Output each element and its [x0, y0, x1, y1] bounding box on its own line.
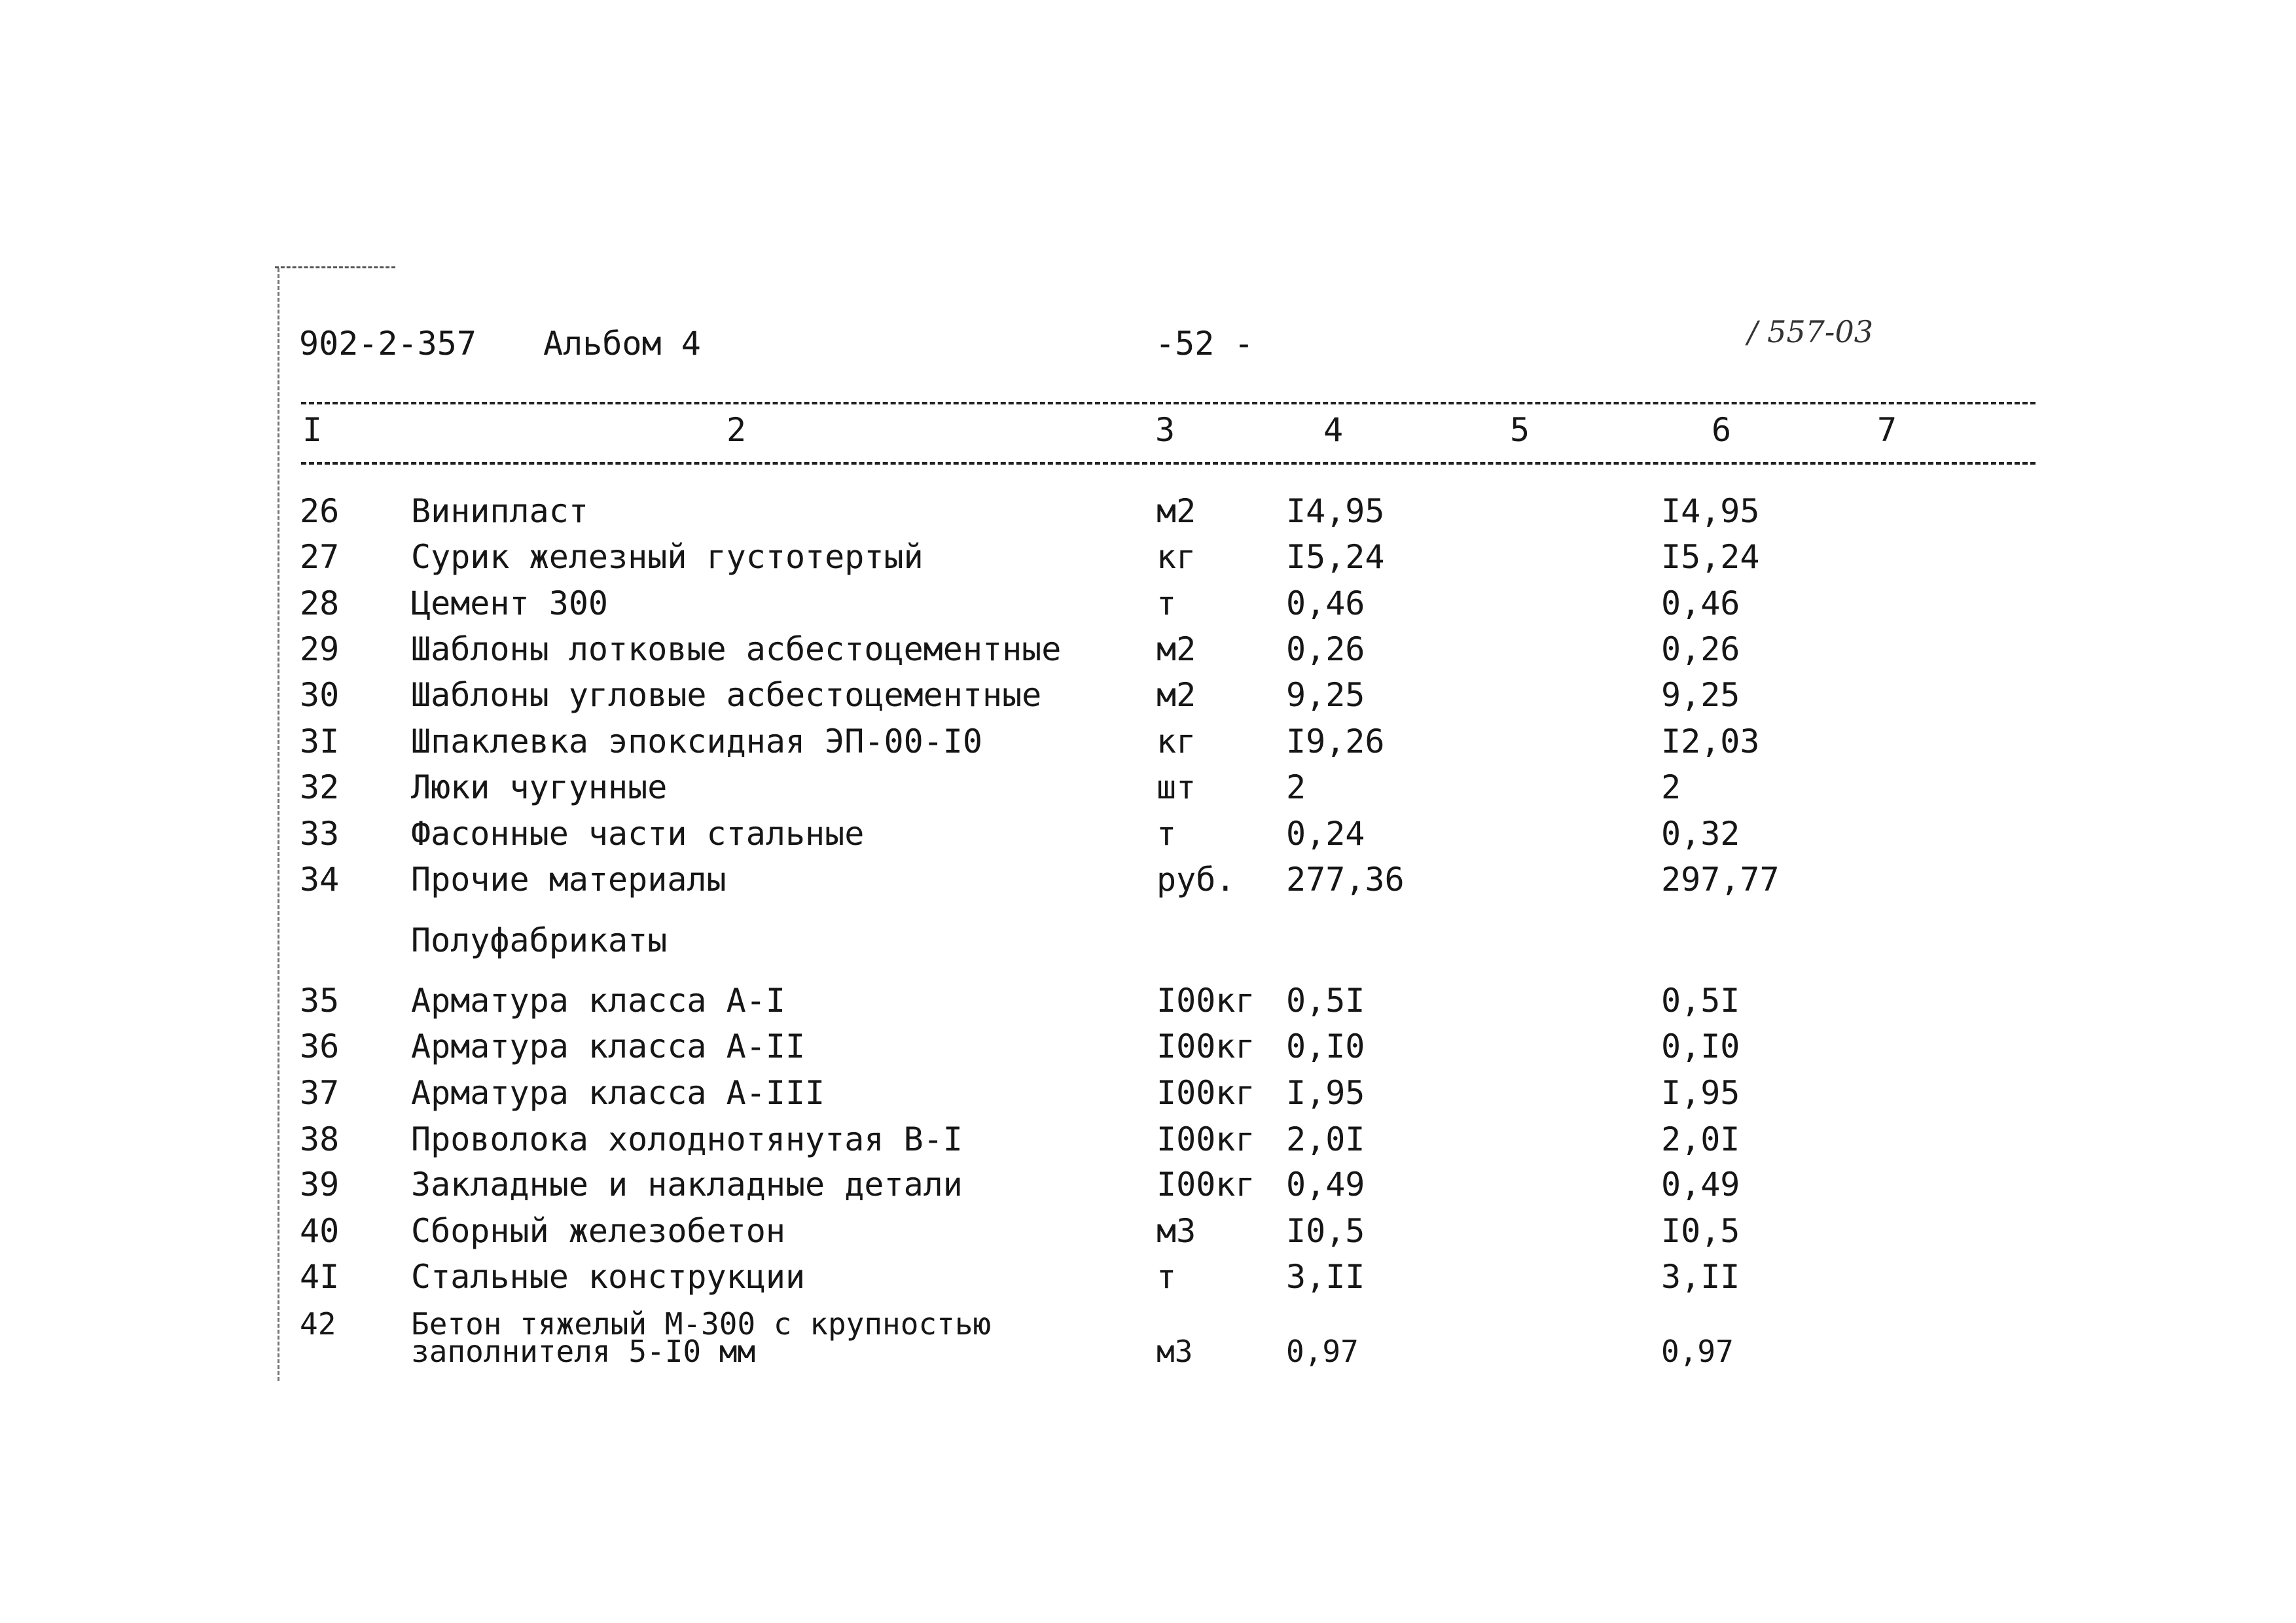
row-number: 40	[300, 1212, 340, 1250]
quantity-col-6: 0,32	[1661, 815, 1740, 853]
quantity-col-4: 2,0I	[1286, 1120, 1365, 1158]
quantity-col-4: 0,5I	[1286, 982, 1365, 1020]
quantity-col-4: 0,24	[1286, 815, 1365, 853]
row-number: 36	[300, 1027, 340, 1065]
document-code: 902-2-357	[299, 325, 476, 363]
material-name: Фасонные части стальные	[411, 815, 865, 853]
row-number: 34	[300, 861, 340, 899]
row-number: 27	[300, 538, 340, 576]
album-label: Альбом 4	[543, 325, 701, 363]
row-number: 37	[300, 1074, 340, 1112]
material-name: Прочие материалы	[411, 861, 726, 899]
quantity-col-4: 2	[1286, 768, 1306, 806]
quantity-col-6: I2,03	[1661, 722, 1760, 760]
quantity-col-4: I,95	[1286, 1074, 1365, 1112]
quantity-col-4: I5,24	[1286, 538, 1385, 576]
material-name: Арматура класса А-II	[411, 1027, 806, 1065]
page-number: -52 -	[1155, 325, 1254, 363]
unit-of-measure: I00кг	[1157, 1027, 1255, 1065]
unit-of-measure: I00кг	[1157, 1166, 1255, 1204]
quantity-col-4: 0,I0	[1286, 1027, 1365, 1065]
column-header-5: 5	[1510, 411, 1530, 449]
quantity-col-6: I0,5	[1661, 1212, 1740, 1250]
column-header-3: 3	[1155, 411, 1175, 449]
material-name: Винипласт	[411, 492, 588, 530]
material-name: Полуфабрикаты	[411, 921, 668, 959]
quantity-col-4: 0,46	[1286, 584, 1365, 622]
unit-of-measure: кг	[1157, 722, 1196, 760]
row-number: 30	[300, 676, 340, 714]
unit-of-measure: м2	[1157, 676, 1196, 714]
material-name: Проволока холоднотянутая В-I	[411, 1120, 963, 1158]
quantity-col-6: 0,I0	[1661, 1027, 1740, 1065]
row-number: 39	[300, 1166, 340, 1204]
row-number: 3I	[300, 722, 340, 760]
unit-of-measure: т	[1157, 584, 1177, 622]
column-header-2: 2	[726, 411, 747, 449]
quantity-col-6: 2	[1661, 768, 1681, 806]
quantity-col-6: I5,24	[1661, 538, 1760, 576]
unit-of-measure: м3	[1157, 1334, 1193, 1369]
quantity-col-4: I9,26	[1286, 722, 1385, 760]
material-name: Арматура класса А-I	[411, 982, 785, 1020]
quantity-col-6: 297,77	[1661, 861, 1780, 899]
material-name: Цемент 300	[411, 584, 609, 622]
unit-of-measure: I00кг	[1157, 1120, 1255, 1158]
material-name: Стальные конструкции	[411, 1258, 806, 1296]
handwritten-stamp: / 557-03	[1748, 314, 1873, 349]
row-number: 4I	[300, 1258, 340, 1296]
column-header-6: 6	[1712, 411, 1732, 449]
table-top-rule	[301, 402, 2036, 404]
material-name: Закладные и накладные детали	[411, 1166, 963, 1204]
row-number: 32	[300, 768, 340, 806]
material-name: заполнителя 5-I0 мм	[411, 1334, 756, 1369]
column-header-7: 7	[1877, 411, 1897, 449]
column-header-1: I	[302, 411, 323, 449]
quantity-col-4: 277,36	[1286, 861, 1405, 899]
quantity-col-4: 0,26	[1286, 630, 1365, 668]
unit-of-measure: шт	[1157, 768, 1196, 806]
quantity-col-4: 0,97	[1286, 1334, 1359, 1369]
quantity-col-4: 0,49	[1286, 1166, 1365, 1204]
material-name: Шаблоны лотковые асбестоцементные	[411, 630, 1062, 668]
quantity-col-6: 0,97	[1661, 1334, 1734, 1369]
material-name: Сурик железный густотертый	[411, 538, 924, 576]
unit-of-measure: м3	[1157, 1212, 1196, 1250]
unit-of-measure: I00кг	[1157, 982, 1255, 1020]
quantity-col-6: 9,25	[1661, 676, 1740, 714]
unit-of-measure: руб.	[1157, 861, 1236, 899]
margin-mark-top	[275, 266, 395, 268]
quantity-col-4: I0,5	[1286, 1212, 1365, 1250]
row-number: 38	[300, 1120, 340, 1158]
unit-of-measure: т	[1157, 1258, 1177, 1296]
row-number: 28	[300, 584, 340, 622]
material-name: Арматура класса А-III	[411, 1074, 825, 1112]
quantity-col-6: 0,46	[1661, 584, 1740, 622]
row-number: 33	[300, 815, 340, 853]
material-name: Люки чугунные	[411, 768, 668, 806]
quantity-col-6: 0,5I	[1661, 982, 1740, 1020]
material-name: Шаблоны угловые асбестоцементные	[411, 676, 1042, 714]
unit-of-measure: I00кг	[1157, 1074, 1255, 1112]
row-number: 42	[300, 1306, 336, 1342]
quantity-col-6: 2,0I	[1661, 1120, 1740, 1158]
quantity-col-4: I4,95	[1286, 492, 1385, 530]
quantity-col-6: I4,95	[1661, 492, 1760, 530]
material-name: Бетон тяжелый М-300 с крупностью	[411, 1306, 992, 1342]
material-name: Сборный железобетон	[411, 1212, 785, 1250]
margin-mark-left	[278, 268, 279, 1381]
quantity-col-4: 3,II	[1286, 1258, 1365, 1296]
table-header-rule	[301, 462, 2036, 465]
quantity-col-4: 9,25	[1286, 676, 1365, 714]
column-header-4: 4	[1323, 411, 1344, 449]
material-name: Шпаклевка эпоксидная ЭП-00-I0	[411, 722, 982, 760]
row-number: 35	[300, 982, 340, 1020]
row-number: 26	[300, 492, 340, 530]
quantity-col-6: 3,II	[1661, 1258, 1740, 1296]
quantity-col-6: I,95	[1661, 1074, 1740, 1112]
quantity-col-6: 0,26	[1661, 630, 1740, 668]
unit-of-measure: т	[1157, 815, 1177, 853]
unit-of-measure: кг	[1157, 538, 1196, 576]
quantity-col-6: 0,49	[1661, 1166, 1740, 1204]
row-number: 29	[300, 630, 340, 668]
unit-of-measure: м2	[1157, 492, 1196, 530]
unit-of-measure: м2	[1157, 630, 1196, 668]
